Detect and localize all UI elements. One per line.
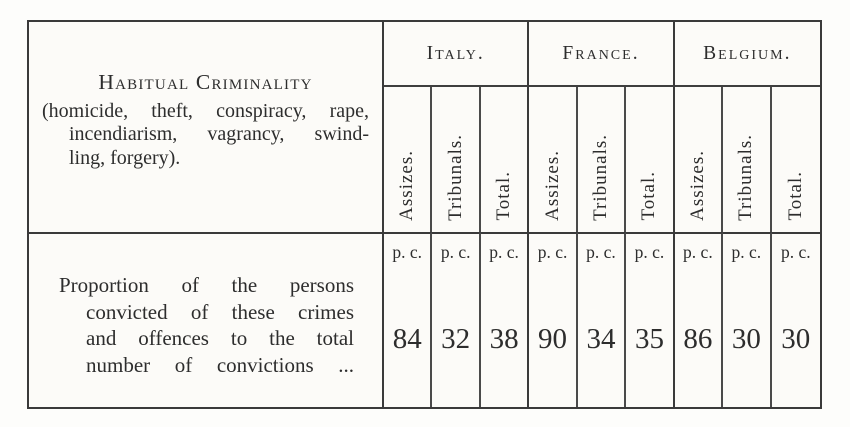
- column-header-label: Assizes.: [541, 150, 563, 221]
- data-cell-france-tribunals: [578, 232, 626, 407]
- value: 34: [586, 323, 616, 355]
- row-label-line: number of convictions ...: [86, 352, 354, 377]
- unit-label: p. c.: [392, 242, 423, 262]
- table-title: Habitual Criminality: [98, 69, 313, 94]
- unit-label: p. c.: [537, 242, 568, 262]
- unit-label: p. c.: [634, 242, 665, 262]
- crime-list-line: incendiarism, vagrancy, swind-: [69, 123, 369, 146]
- crime-list-line: (homicide, theft, conspiracy, rape,: [42, 99, 369, 122]
- country-header-france: France.: [529, 22, 674, 87]
- value: 84: [392, 323, 422, 355]
- column-header-belgium-total: [772, 87, 820, 232]
- column-header-france-tribunals: [578, 87, 626, 232]
- value: 30: [781, 323, 811, 355]
- value: 30: [731, 323, 761, 355]
- column-header-italy-assizes: [384, 87, 432, 232]
- data-cell-italy-total: [481, 232, 529, 407]
- value: 35: [634, 323, 664, 355]
- data-cell-belgium-tribunals: [723, 232, 771, 407]
- row-label-line: and offences to the total: [86, 326, 354, 350]
- column-header-italy-tribunals: [432, 87, 480, 232]
- unit-label: p. c.: [780, 242, 811, 262]
- unit-label: p. c.: [440, 242, 471, 262]
- column-header-label: Assizes.: [686, 150, 708, 221]
- data-cell-france-total: [626, 232, 674, 407]
- data-cell-belgium-total: [772, 232, 820, 407]
- row-label-line: convicted of these crimes: [86, 299, 354, 324]
- column-header-label: Tribunals.: [589, 134, 611, 221]
- column-header-label: Tribunals.: [444, 134, 466, 221]
- column-header-italy-total: [481, 87, 529, 232]
- data-cell-italy-tribunals: [432, 232, 480, 407]
- criminality-table: [27, 20, 822, 409]
- column-header-france-assizes: [529, 87, 577, 232]
- value: 90: [538, 323, 568, 355]
- unit-label: p. c.: [683, 242, 713, 262]
- column-header-label: Tribunals.: [735, 134, 757, 221]
- column-header-label: Assizes.: [396, 150, 418, 221]
- data-cell-italy-assizes: [384, 232, 432, 407]
- crime-list: [29, 100, 382, 171]
- column-header-label: Total.: [638, 171, 660, 221]
- column-header-belgium-assizes: [675, 87, 723, 232]
- value: 38: [489, 323, 519, 355]
- country-header-italy: Italy.: [384, 22, 529, 87]
- row-label-cell: [29, 232, 384, 407]
- column-header-label: Total.: [493, 171, 515, 221]
- crime-list-line: ling, forgery).: [69, 146, 181, 169]
- column-header-label: Total.: [784, 171, 806, 221]
- unit-label: p. c.: [489, 242, 519, 262]
- unit-label: p. c.: [586, 242, 616, 262]
- country-header-belgium: Belgium.: [675, 22, 820, 87]
- data-cell-france-assizes: [529, 232, 577, 407]
- column-header-france-total: [626, 87, 674, 232]
- unit-label: p. c.: [731, 242, 762, 262]
- column-header-belgium-tribunals: [723, 87, 771, 232]
- row-header-cell: [29, 22, 384, 232]
- row-label-line: Proportion of the persons: [59, 273, 354, 297]
- value: 86: [683, 323, 713, 355]
- data-cell-belgium-assizes: [675, 232, 723, 407]
- value: 32: [441, 323, 471, 355]
